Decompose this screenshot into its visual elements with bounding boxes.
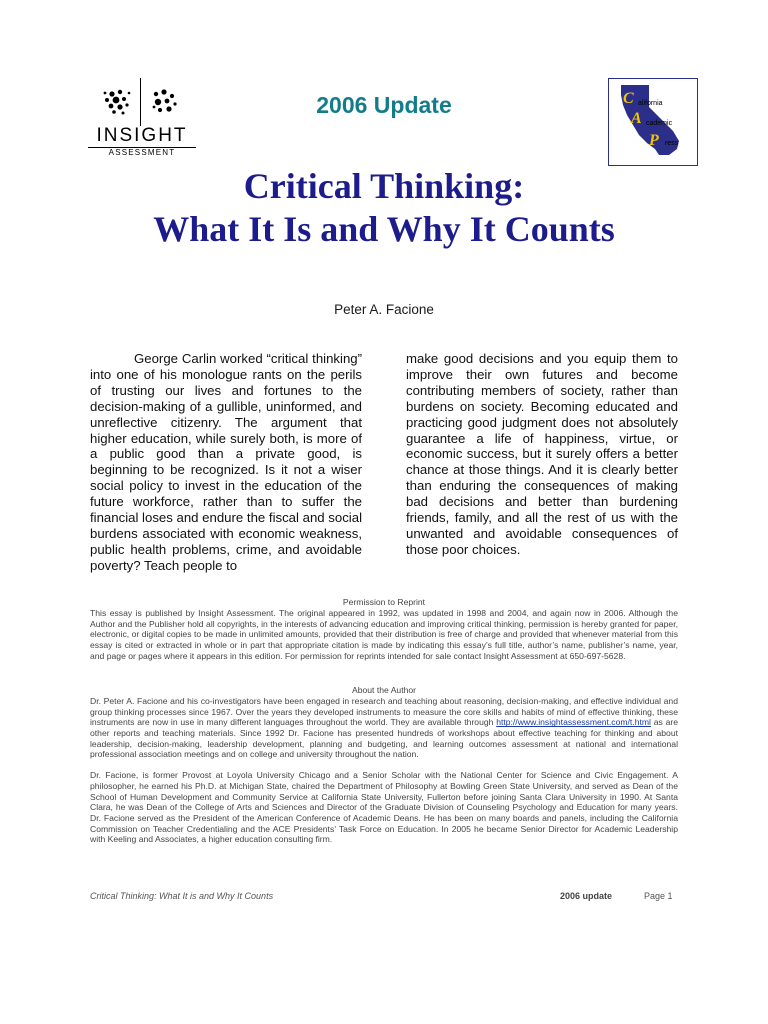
svg-text:A: A bbox=[631, 110, 642, 127]
insight-wordmark: INSIGHT bbox=[96, 125, 188, 146]
update-label: 2006 Update bbox=[316, 92, 452, 118]
body-paragraph-left: George Carlin worked “critical thinking” into one of his monologue rants on the perils of trusting our lives and fortunes to the decision-making of a gullible, uninformed, and unreflective citizenry. The argument that higher education, while surely both, is more of a public good than a private good, is beginning to be recognized. Is it not a wiser social policy to invest in the education of the future workforce, rather than to suffer the financial loses and endure the fiscal and social burdens associated with economic weakness, public health problems, crime, and avoidable poverty? Teach people to bbox=[90, 351, 362, 573]
about-paragraph-1: Dr. Peter A. Facione and his co-investigators have been engaged in research and teaching about reasoning, decision-making, and effective individual and group thinking processes since 1967. Over the years they developed instruments to measure the core skills and habits of mind of effective thinking, these instruments are now in use in many different languages throughout the world. They are available through http://www.insightassessment.com/t.html as are other reports and teaching materials. Since 1992 Dr. Facione has presented hundreds of workshops about effective teaching for thinking and about leadership, decision-making, leadership development, planning and budgeting, and learning outcomes assessment at national and international professional association meetings and on college and university throughout the nation. bbox=[90, 696, 678, 760]
about-paragraph-2: Dr. Facione, is former Provost at Loyola University Chicago and a Senior Scholar with the National Center for Science and Civic Engagement. A philosopher, he earned his Ph.D. at Michigan State, chaired the Department of Philosophy at Bowling Green State University, and served as Dean of the School of Human Development and Community Service at California State University, Fullerton before joining Santa Clara University in 1990. At Santa Clara, he was Dean of the College of Arts and Sciences and Director of the Graduate Division of Counseling Psychology and Education for many years. Dr. Facione served as the President of the American Conference of Academic Deans. He has been on many boards and panels, including the California Commission on Teacher Credentialing and the ACE Presidents’ Task Force on Education. In 2005 he became Senior Director for Academic Leadership with Keeling and Associates, a higher education consulting firm. bbox=[90, 770, 678, 845]
insight-assessment-logo bbox=[88, 78, 196, 160]
footer-page-number: Page 1 bbox=[644, 891, 673, 901]
about-heading: About the Author bbox=[351, 685, 417, 695]
title-line-2: What It Is and Why It Counts bbox=[153, 209, 615, 249]
footer-update: 2006 update bbox=[560, 891, 613, 901]
about-text bbox=[90, 696, 678, 845]
body-paragraph-right: make good decisions and you equip them to improve their own futures and become contributing members of society, rather than burdens on society. Becoming educated and practicing good judgment does not absolutely guarantee a life of happiness, virtue, or economic success, but it surely offers a better chance at those things. And it is clearly better than enduring the consequences of making bad decisions and better than burdening friends, family, and all the rest of us with the unwanted and avoidable consequences of those poor choices. bbox=[406, 351, 678, 557]
permission-paragraph: This essay is published by Insight Assessment. The original appeared in 1992, was updated in 1998 and 2004, and again now in 2006. Although the Author and the Publisher hold all copyrights, in the interests of advancing education and improving critical thinking, permission is hereby granted for paper, electronic, or digital copies to be made in unlimited amounts, provided that their distribution is free of charge and provided that whenever material from this essay is cited or extracted in whole or in part that appropriate citation is made by indicating this essay’s full title, author’s name, publisher’s name, year, and page or pages where it appears in this edition. For permission for reprints intended for sale contact Insight Assessment at 650-697-5628. bbox=[90, 608, 678, 661]
permission-text bbox=[90, 608, 678, 661]
title-line-1: Critical Thinking: bbox=[243, 166, 525, 206]
footer-title: Critical Thinking: What It is and Why It Counts bbox=[90, 891, 274, 901]
svg-text:C: C bbox=[623, 90, 634, 107]
insight-assessment-link[interactable]: http://www.insightassessment.com/t.html bbox=[496, 717, 651, 728]
page-title bbox=[0, 165, 768, 251]
assessment-wordmark: ASSESSMENT bbox=[88, 147, 196, 160]
california-academic-press-logo bbox=[608, 78, 698, 166]
permission-heading: Permission to Reprint bbox=[342, 597, 426, 607]
author-name: Peter A. Facione bbox=[334, 302, 434, 317]
cap-line-2: cademic bbox=[646, 120, 673, 127]
body-column-right bbox=[406, 351, 678, 558]
body-column-left bbox=[90, 351, 362, 574]
svg-text:P: P bbox=[649, 132, 659, 149]
cap-line-1: alifornia bbox=[638, 100, 663, 107]
cap-line-3: ress bbox=[665, 140, 679, 147]
